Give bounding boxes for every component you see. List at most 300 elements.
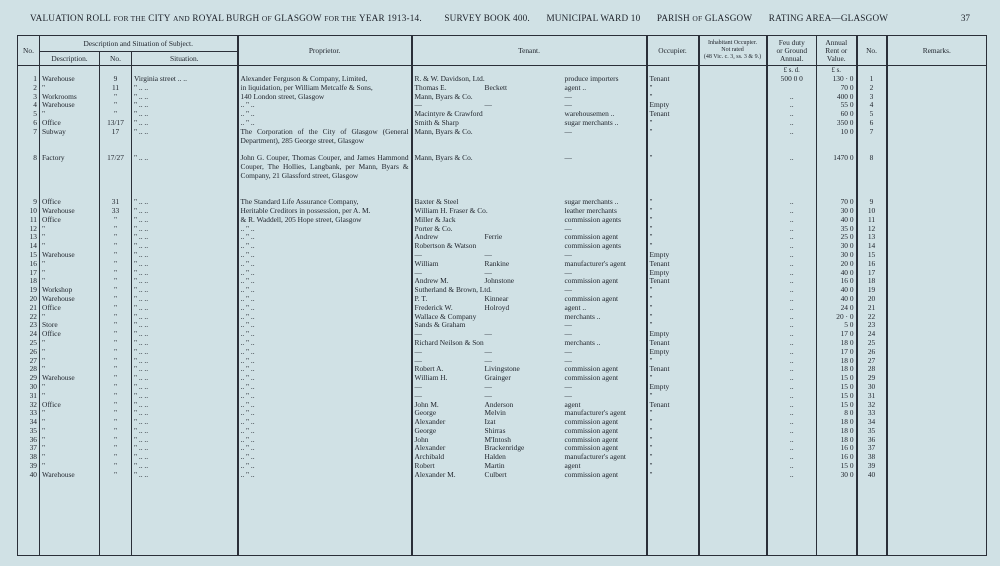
row-no-right: 13 — [857, 233, 887, 242]
tenant-surname: Kinnear — [484, 294, 509, 303]
tenant-first-name: — — [414, 382, 422, 391]
row-feu-duty: .. — [767, 392, 817, 401]
tenant-first-name: Frederick W. — [414, 303, 453, 312]
row-no-right: 37 — [857, 444, 887, 453]
row-remarks — [887, 216, 987, 225]
row-proprietor: .. " .. — [238, 269, 412, 278]
col-rent — [817, 36, 857, 66]
row-description: Office — [40, 304, 100, 313]
tenant-surname: Beckett — [484, 83, 508, 92]
tenant-first-name: Robert A. — [414, 365, 444, 374]
tenant-name: Miller & Jack — [414, 215, 456, 224]
tenant-occupation: — — [564, 330, 572, 339]
row-remarks — [887, 119, 987, 128]
row-feu-duty: .. — [767, 101, 817, 110]
table-row — [18, 348, 987, 357]
row-annual-rent: 40 0 — [817, 295, 857, 304]
row-tenant — [412, 427, 647, 436]
row-situation: " .. .. — [132, 365, 238, 374]
row-occupier: " — [647, 418, 699, 427]
tenant-first-name: — — [414, 391, 422, 400]
row-inhabitant — [699, 471, 767, 480]
row-tenant — [412, 198, 647, 207]
row-tenant — [412, 304, 647, 313]
table-row — [18, 110, 987, 119]
row-annual-rent: 15 0 — [817, 401, 857, 410]
table-row — [18, 207, 987, 216]
row-inhabitant — [699, 101, 767, 110]
row-description: " — [40, 277, 100, 286]
row-proprietor: .. " .. — [238, 357, 412, 366]
row-inhabitant — [699, 409, 767, 418]
row-no-right: 10 — [857, 207, 887, 216]
row-no: 39 — [29, 462, 37, 471]
row-description: " — [40, 242, 100, 251]
tenant-first-name: Andrew M. — [414, 277, 449, 286]
table-row — [18, 365, 987, 374]
row-description: " — [40, 453, 100, 462]
row-tenant — [412, 313, 647, 322]
tenant-name: Robertson & Watson — [414, 242, 477, 251]
valuation-table — [17, 35, 987, 556]
tenant-first-name: — — [414, 268, 422, 277]
row-situation: " .. .. — [132, 418, 238, 427]
col-feu — [767, 36, 817, 66]
row-inhabitant — [699, 444, 767, 453]
row-remarks — [887, 436, 987, 445]
tenant-occupation: — — [564, 224, 572, 233]
row-feu-duty: .. — [767, 444, 817, 453]
row-tenant — [412, 75, 647, 84]
table-row — [18, 119, 987, 128]
row-remarks — [887, 401, 987, 410]
row-inhabitant — [699, 233, 767, 242]
row-feu-duty: .. — [767, 154, 817, 198]
row-occupier: Tenant — [647, 75, 699, 84]
row-situation: " .. .. — [132, 295, 238, 304]
row-no: 36 — [29, 435, 37, 444]
tenant-name: Wallace & Company — [414, 312, 477, 321]
tenant-occupation: commission agent — [564, 365, 619, 374]
tenant-occupation: manufacturer's agent — [564, 453, 626, 462]
row-occupier: Empty — [647, 348, 699, 357]
row-feu-duty: .. — [767, 233, 817, 242]
tenant-surname: Anderson — [484, 400, 514, 409]
col-feu-l1: Feu duty — [778, 37, 805, 47]
row-situation: " .. .. — [132, 269, 238, 278]
row-no: 17 — [29, 268, 37, 277]
row-number: " — [100, 93, 132, 102]
tenant-surname: Livingstone — [484, 365, 520, 374]
row-number: " — [100, 427, 132, 436]
row-occupier: " — [647, 207, 699, 216]
row-remarks — [887, 462, 987, 471]
tenant-surname: Rankine — [484, 259, 510, 268]
row-occupier: " — [647, 216, 699, 225]
row-no-right: 12 — [857, 225, 887, 234]
row-situation: " .. .. — [132, 216, 238, 225]
row-tenant — [412, 269, 647, 278]
row-no: 10 — [29, 206, 37, 215]
row-description: " — [40, 348, 100, 357]
row-proprietor: .. " .. — [238, 251, 412, 260]
row-description: " — [40, 339, 100, 348]
table-row — [18, 277, 987, 286]
row-no-right: 17 — [857, 269, 887, 278]
row-proprietor: .. " .. — [238, 260, 412, 269]
row-proprietor: .. " .. — [238, 110, 412, 119]
row-situation: " .. .. — [132, 357, 238, 366]
row-no: 8 — [33, 154, 37, 163]
tenant-occupation: commission agent — [564, 444, 619, 453]
tenant-occupation: — — [564, 154, 572, 163]
row-annual-rent: 18 0 — [817, 436, 857, 445]
row-number: " — [100, 295, 132, 304]
tenant-first-name: Andrew — [414, 233, 439, 242]
tenant-surname: — — [484, 391, 492, 400]
table-row — [18, 453, 987, 462]
tenant-surname: — — [484, 101, 492, 110]
row-proprietor: .. " .. — [238, 453, 412, 462]
table-row — [18, 436, 987, 445]
header-city: CITY — [148, 13, 171, 23]
row-number: " — [100, 277, 132, 286]
row-occupier: " — [647, 453, 699, 462]
row-no-right: 5 — [857, 110, 887, 119]
col-tenant: Tenant. — [412, 36, 647, 66]
row-no: 21 — [29, 303, 37, 312]
row-remarks — [887, 348, 987, 357]
tenant-first-name: Robert — [414, 462, 435, 471]
table-row — [18, 286, 987, 295]
row-tenant — [412, 110, 647, 119]
row-occupier: " — [647, 462, 699, 471]
row-no: 29 — [29, 374, 37, 383]
row-description: Warehouse — [40, 75, 100, 84]
col-description: Description. — [40, 52, 100, 66]
row-proprietor: .. " .. — [238, 101, 412, 110]
row-feu-duty: .. — [767, 216, 817, 225]
row-number: " — [100, 101, 132, 110]
tenant-occupation: commission agents — [564, 215, 621, 224]
row-number: 31 — [100, 198, 132, 207]
table-row — [18, 462, 987, 471]
row-feu-duty: .. — [767, 427, 817, 436]
row-proprietor: .. " .. — [238, 392, 412, 401]
tenant-occupation: commission agent — [564, 277, 619, 286]
row-feu-duty: .. — [767, 304, 817, 313]
row-situation: " .. .. — [132, 251, 238, 260]
row-no: 5 — [33, 110, 37, 119]
row-number: " — [100, 357, 132, 366]
col-inhabitant-l3: (48 Vic. c. 3, ss. 3 & 9.) — [703, 54, 762, 60]
table-row — [18, 471, 987, 480]
row-tenant — [412, 392, 647, 401]
row-no: 15 — [29, 250, 37, 259]
row-annual-rent: 400 0 — [817, 93, 857, 102]
row-proprietor: .. " .. — [238, 339, 412, 348]
row-no: 3 — [33, 92, 37, 101]
row-proprietor: .. " .. — [238, 436, 412, 445]
row-tenant — [412, 233, 647, 242]
row-occupier: Tenant — [647, 277, 699, 286]
table-row — [18, 269, 987, 278]
row-tenant — [412, 365, 647, 374]
tenant-surname: — — [484, 330, 492, 339]
table-row — [18, 374, 987, 383]
tenant-first-name: — — [414, 250, 422, 259]
tenant-occupation: commission agent — [564, 374, 619, 383]
row-description: " — [40, 427, 100, 436]
header-for-the-2: FOR THE — [324, 14, 357, 23]
tenant-first-name: William H. — [414, 374, 448, 383]
tenant-occupation: agent .. — [564, 83, 587, 92]
row-situation: " .. .. — [132, 286, 238, 295]
row-inhabitant — [699, 242, 767, 251]
row-inhabitant — [699, 260, 767, 269]
tenant-first-name: — — [414, 347, 422, 356]
table-row — [18, 321, 987, 330]
row-description: Warehouse — [40, 101, 100, 110]
row-number: " — [100, 401, 132, 410]
row-remarks — [887, 207, 987, 216]
row-feu-duty: .. — [767, 198, 817, 207]
row-remarks — [887, 427, 987, 436]
row-occupier: " — [647, 242, 699, 251]
row-proprietor: .. " .. — [238, 444, 412, 453]
tenant-occupation: agent — [564, 400, 581, 409]
row-description: " — [40, 110, 100, 119]
row-occupier: " — [647, 295, 699, 304]
tenant-first-name: — — [414, 330, 422, 339]
tenant-surname: Shirras — [484, 426, 506, 435]
row-description: " — [40, 260, 100, 269]
table-row — [18, 242, 987, 251]
row-no: 27 — [29, 356, 37, 365]
row-tenant — [412, 357, 647, 366]
row-annual-rent: 17 0 — [817, 330, 857, 339]
row-occupier: " — [647, 128, 699, 154]
row-situation: " .. .. — [132, 321, 238, 330]
table-row — [18, 392, 987, 401]
col-inhabitant-l2: Not rated — [721, 47, 744, 53]
row-annual-rent: 15 0 — [817, 392, 857, 401]
tenant-occupation: — — [564, 250, 572, 259]
row-proprietor: & R. Waddell, 205 Hope street, Glasgow — [238, 216, 412, 225]
row-number: 17/27 — [100, 154, 132, 198]
row-proprietor: .. " .. — [238, 409, 412, 418]
row-occupier: Empty — [647, 330, 699, 339]
row-remarks — [887, 198, 987, 207]
row-situation: " .. .. — [132, 462, 238, 471]
row-annual-rent: 70 0 — [817, 198, 857, 207]
row-situation: " .. .. — [132, 330, 238, 339]
header-parish: PARISH — [656, 13, 690, 23]
tenant-name: Baxter & Steel — [414, 198, 459, 207]
row-inhabitant — [699, 427, 767, 436]
row-remarks — [887, 93, 987, 102]
row-inhabitant — [699, 418, 767, 427]
row-inhabitant — [699, 119, 767, 128]
tenant-surname: — — [484, 356, 492, 365]
row-number: 13/17 — [100, 119, 132, 128]
row-no: 16 — [29, 259, 37, 268]
row-inhabitant — [699, 339, 767, 348]
row-feu-duty: .. — [767, 365, 817, 374]
row-tenant — [412, 444, 647, 453]
page-header — [30, 13, 972, 23]
row-annual-rent: 5 0 — [817, 321, 857, 330]
tenant-occupation: commission agent — [564, 426, 619, 435]
row-occupier: " — [647, 286, 699, 295]
row-remarks — [887, 295, 987, 304]
row-no: 4 — [33, 101, 37, 110]
row-situation: " .. .. — [132, 444, 238, 453]
tenant-occupation: — — [564, 347, 572, 356]
row-situation: " .. .. — [132, 392, 238, 401]
row-situation: " .. .. — [132, 304, 238, 313]
row-no: 9 — [33, 198, 37, 207]
row-no-right: 15 — [857, 251, 887, 260]
row-annual-rent: 18 0 — [817, 365, 857, 374]
row-situation: " .. .. — [132, 198, 238, 207]
row-occupier: Empty — [647, 251, 699, 260]
row-no-right: 21 — [857, 304, 887, 313]
row-tenant — [412, 119, 647, 128]
row-proprietor: .. " .. — [238, 348, 412, 357]
table-row — [18, 401, 987, 410]
tenant-occupation: — — [564, 92, 572, 101]
row-number: " — [100, 418, 132, 427]
row-remarks — [887, 304, 987, 313]
row-description: Store — [40, 321, 100, 330]
row-situation: " .. .. — [132, 128, 238, 154]
row-tenant — [412, 260, 647, 269]
col-remarks: Remarks. — [887, 36, 987, 66]
row-proprietor: .. " .. — [238, 330, 412, 339]
tenant-occupation: sugar merchants .. — [564, 118, 619, 127]
row-number: " — [100, 409, 132, 418]
tenant-first-name: Thomas E. — [414, 83, 447, 92]
filler-row — [18, 480, 987, 556]
row-situation: " .. .. — [132, 242, 238, 251]
row-remarks — [887, 286, 987, 295]
row-annual-rent: 30 0 — [817, 242, 857, 251]
row-no: 26 — [29, 347, 37, 356]
row-no-right: 20 — [857, 295, 887, 304]
table-row — [18, 84, 987, 93]
row-description: " — [40, 357, 100, 366]
row-annual-rent: 30 0 — [817, 471, 857, 480]
row-no-right: 6 — [857, 119, 887, 128]
table-row — [18, 75, 987, 84]
row-inhabitant — [699, 313, 767, 322]
row-remarks — [887, 225, 987, 234]
row-feu-duty: .. — [767, 260, 817, 269]
tenant-first-name: Alexander — [414, 444, 446, 453]
row-remarks — [887, 339, 987, 348]
tenant-first-name: George — [414, 409, 437, 418]
header-royal-burgh: ROYAL BURGH — [192, 13, 260, 23]
row-annual-rent: 18 0 — [817, 427, 857, 436]
row-proprietor: 140 London street, Glasgow — [238, 93, 412, 102]
row-description: Workshop — [40, 286, 100, 295]
row-no: 11 — [29, 215, 37, 224]
row-no: 12 — [29, 224, 37, 233]
row-description: " — [40, 233, 100, 242]
row-tenant — [412, 409, 647, 418]
tenant-occupation: commission agent — [564, 294, 619, 303]
row-situation: " .. .. — [132, 207, 238, 216]
row-remarks — [887, 251, 987, 260]
row-situation: " .. .. — [132, 154, 238, 198]
row-number: " — [100, 110, 132, 119]
row-inhabitant — [699, 154, 767, 198]
table-row — [18, 357, 987, 366]
row-no: 6 — [33, 118, 37, 127]
row-annual-rent: 350 0 — [817, 119, 857, 128]
row-remarks — [887, 233, 987, 242]
row-tenant — [412, 286, 647, 295]
row-feu-duty: .. — [767, 269, 817, 278]
tenant-first-name: P. T. — [414, 294, 428, 303]
row-no-right: 25 — [857, 339, 887, 348]
row-proprietor: The Corporation of the City of Glasgow (General Department), 285 George street, Glasgow — [238, 128, 412, 154]
tenant-occupation: warehousemen .. — [564, 110, 615, 119]
row-tenant — [412, 154, 647, 198]
row-situation: " .. .. — [132, 225, 238, 234]
row-tenant — [412, 84, 647, 93]
row-annual-rent: 24 0 — [817, 304, 857, 313]
row-occupier: " — [647, 93, 699, 102]
row-situation: " .. .. — [132, 409, 238, 418]
tenant-occupation: merchants .. — [564, 312, 601, 321]
row-no: 7 — [33, 127, 37, 136]
row-occupier: " — [647, 119, 699, 128]
row-description: " — [40, 462, 100, 471]
row-no-right: 29 — [857, 374, 887, 383]
tenant-name: Macintyre & Crawford — [414, 110, 483, 119]
row-occupier: " — [647, 304, 699, 313]
row-number: " — [100, 392, 132, 401]
row-feu-duty: .. — [767, 242, 817, 251]
row-no: 33 — [29, 409, 37, 418]
table-row — [18, 418, 987, 427]
tenant-first-name: — — [414, 101, 422, 110]
row-situation: " .. .. — [132, 374, 238, 383]
row-tenant — [412, 101, 647, 110]
row-feu-duty: .. — [767, 348, 817, 357]
row-proprietor: .. " .. — [238, 383, 412, 392]
tenant-occupation: agent — [564, 462, 581, 471]
row-proprietor: Alexander Ferguson & Company, Limited, — [238, 75, 412, 84]
row-annual-rent: 20 · 0 — [817, 313, 857, 322]
row-number: " — [100, 304, 132, 313]
row-no-right: 32 — [857, 401, 887, 410]
table-row — [18, 101, 987, 110]
row-no-right: 28 — [857, 365, 887, 374]
tenant-occupation: sugar merchants .. — [564, 198, 619, 207]
row-feu-duty: .. — [767, 93, 817, 102]
row-description: " — [40, 84, 100, 93]
row-no: 13 — [29, 233, 37, 242]
tenant-occupation: commission agent — [564, 233, 619, 242]
row-tenant — [412, 374, 647, 383]
row-tenant — [412, 436, 647, 445]
tenant-name: Mann, Byars & Co. — [414, 154, 473, 163]
row-no: 38 — [29, 453, 37, 462]
row-inhabitant — [699, 383, 767, 392]
